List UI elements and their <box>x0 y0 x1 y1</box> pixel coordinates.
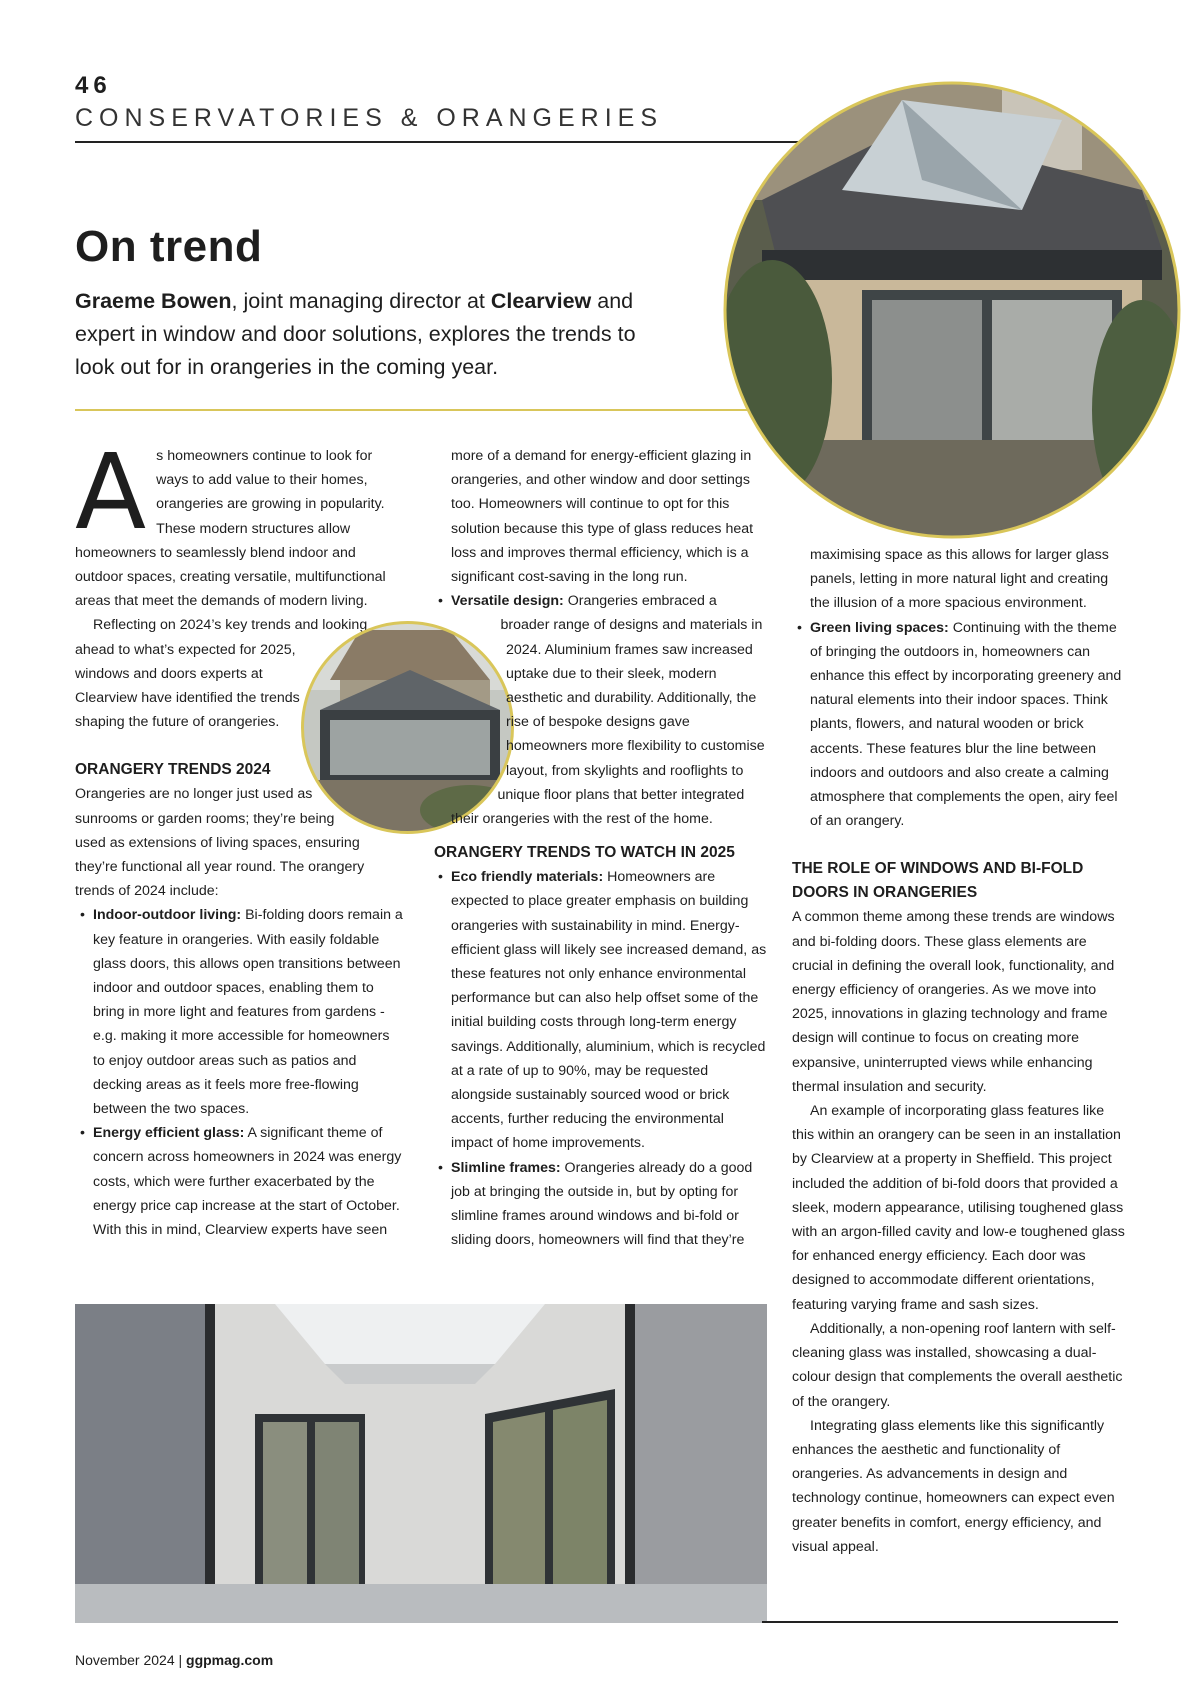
bullet-item: • Eco friendly materials: Homeowners are expected to place greater emphasis on building orangeries with sustainability in mind. Energy-efficient glass will likely see increased demand, as these features not only enhance environmental performance but can also help offset some of the initial building costs through long-term energy savings. Additionally, aluminium, which is recycled at a rate of up to 90%, may be requested alongside sustainably sourced wood or brick accents, further reducing the environmental impact of home improvements. <box>451 865 767 1155</box>
footer-rule <box>762 1621 1118 1623</box>
orangery-interior-photo <box>75 1304 767 1623</box>
column-1 <box>75 431 405 1242</box>
section-title: CONSERVATORIES & ORANGERIES <box>75 104 664 132</box>
paragraph: more of a demand for energy-efficient glazing in orangeries, and other window and door settings too. Homeowners will continue to opt for this solution because this type of glass reduces heat loss and improves thermal efficiency, which is a significant cost-saving in the long run. <box>451 448 754 586</box>
paragraph: Integrating glass elements like this significantly enhances the aesthetic and functionality of orangeries. As advancements in design and technology continue, homeowners can expect even greater benefits in comfort, energy efficiency, and visual appeal. <box>792 1417 1115 1555</box>
standfirst: Graeme Bowen, joint managing director at Clearview and expert in window and door solutions, explores the trends to look out for in orangeries in the coming year. <box>75 289 636 379</box>
site-link[interactable]: ggpmag.com <box>186 1652 274 1668</box>
bullet-item: • Versatile design: Orangeries embraced a broader range of designs and materials in 2024. Aluminium frames saw increased uptake due to their sleek, modern aesthetic and durability. Additionally, the rise of bespoke designs gave homeowners more flexibility to customise layout, from skylights and rooflights to unique floor plans that better integrated their orangeries with the rest of the home. <box>451 589 767 831</box>
bullet-item: • Green living spaces: Continuing with the theme of bringing the outdoors in, homeowners can enhance this effect by incorporating greenery and natural elements into their indoor spaces. Think plants, flowers, and natural wooden or brick accents. These features blur the line between indoors and outdoors and also create a calming atmosphere that complements the open, airy feel of an orangery. <box>810 616 1125 834</box>
orangery-exterior-photo <box>722 80 1182 540</box>
drop-cap: A <box>75 431 147 553</box>
bullet-item: • Indoor-outdoor living: Bi-folding doors remain a key feature in orangeries. With easily foldable glass doors, this allows open transitions between indoor and outdoor spaces, enabling them to bring in more light and features from gardens - e.g. making it more accessible for homeowners to enjoy outdoor areas such as patios and decking areas as it feels more free-flowing between the two spaces. <box>93 903 405 1121</box>
author-name: Graeme Bowen <box>75 289 232 313</box>
subheading-windows-bifold: THE ROLE OF WINDOWS AND BI-FOLD DOORS IN ORANGERIES <box>792 860 1084 902</box>
paragraph: Additionally, a non-opening roof lantern with self-cleaning glass was installed, showcasing a dual-colour design that complements the overall aesthetic of the orangery. <box>792 1320 1123 1410</box>
subheading-trends-2025: ORANGERY TRENDS TO WATCH IN 2025 <box>434 844 735 862</box>
issue-date: November 2024 | <box>75 1652 187 1668</box>
header-rule <box>75 141 800 143</box>
paragraph: maximising space as this allows for larger glass panels, letting in more natural light and creating the illusion of a more spacious environment. <box>810 547 1109 612</box>
paragraph: An example of incorporating glass features like this within an orangery can be seen in an installation by Clearview at a property in Sheffield. This project included the addition of bi-fold doors that provided a sleek, modern appearance, utilising toughened glass with an argon-filled cavity and low-e toughened glass for enhanced energy efficiency. Each door was designed to accommodate different orientations, featuring varying frame and sash sizes. <box>792 1103 1125 1313</box>
bullet-item: • Energy efficient glass: A significant theme of concern across homeowners in 2024 was energy costs, which were further exacerbated by the energy price cap increase at the start of October. With this in mind, Clearview experts have seen <box>93 1121 405 1242</box>
bullet-item: • Slimline frames: Orangeries already do a good job at bringing the outside in, but by opting for slimline frames around windows and bi-fold or sliding doors, homeowners will find that they’re <box>451 1156 767 1253</box>
column-2 <box>434 444 767 1253</box>
column-3 <box>792 543 1125 1559</box>
paragraph: A common theme among these trends are windows and bi-folding doors. These glass elements are crucial in defining the overall look, functionality, and energy efficiency of orangeries. As we move into 2025, innovations in glazing technology and frame design will continue to focus on creating more expansive, uninterrupted views while enhancing thermal insulation and security. <box>792 909 1115 1095</box>
gold-rule <box>75 409 775 411</box>
footer <box>75 1652 273 1668</box>
company-name: Clearview <box>490 289 592 313</box>
intro-paragraph: s homeowners continue to look for ways to add value to their homes, orangeries are growing in popularity. These modern structures allow homeowners to seamlessly blend indoor and outdoor spaces, creating versatile, multifunctional areas that meet the demands of modern living. <box>75 448 386 610</box>
article-title: On trend <box>75 222 263 271</box>
paragraph: Reflecting on 2024’s key trends and looking ahead to what’s expected for 2025, windows and doors experts at Clearview have identified the trends shaping the future of orangeries. <box>75 617 368 731</box>
subheading-trends-2024: ORANGERY TRENDS 2024 <box>75 761 271 779</box>
paragraph: Orangeries are no longer just used as sunrooms or garden rooms; they’re being used as extensions of living spaces, ensuring they’re functional all year round. The orangery trends of 2024 include: <box>75 786 365 900</box>
page-number: 46 <box>75 72 112 99</box>
